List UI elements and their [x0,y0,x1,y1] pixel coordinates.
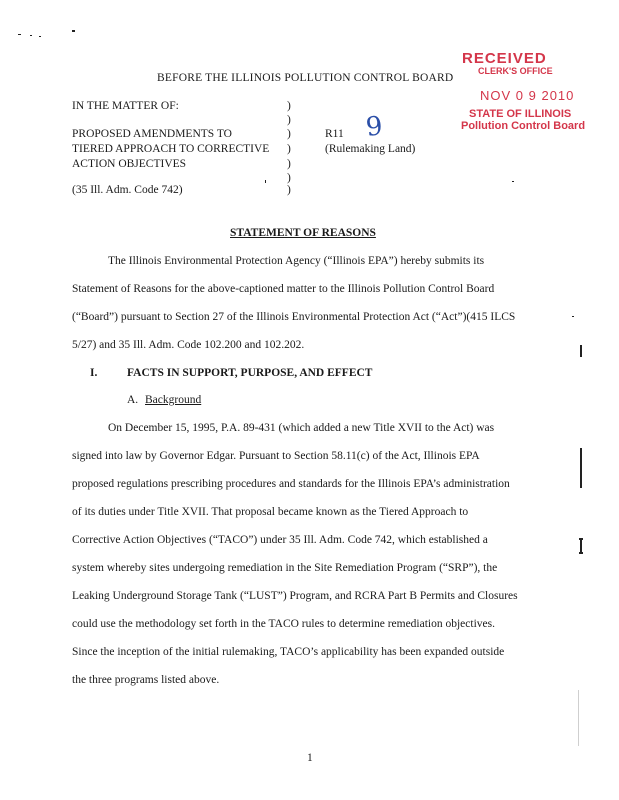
caption-paren: ) [287,128,291,140]
intro-line: (“Board”) pursuant to Section 27 of the Illinois Environmental Protection Act (“Act”)(415 ILCS [72,311,516,323]
caption-paren: ) [287,172,291,184]
background-line: could use the methodology set forth in the TACO rules to determine remediation objectives. [72,618,495,630]
subsection-title: Background [145,394,202,406]
handwritten-case-number: 9 [364,111,385,143]
background-line: of its duties under Title XVII. That proposal became known as the Tiered Approach to [72,506,469,518]
caption-paren: ) [287,100,291,112]
background-line: Since the inception of the initial rulemaking, TACO’s applicability has been expanded outside [72,646,505,658]
caption-line: TIERED APPROACH TO CORRECTIVE [72,143,270,155]
section-number: I. [90,367,98,379]
caption-in-the-matter: IN THE MATTER OF: [72,100,179,112]
scan-mark [39,36,41,37]
scan-mark [30,35,32,36]
scan-mark [579,538,583,540]
received-stamp-state: STATE OF ILLINOIS [469,108,572,120]
scan-mark [579,552,583,554]
scan-mark [578,690,579,746]
scan-mark [580,345,582,357]
background-line: signed into law by Governor Edgar. Pursuant to Section 58.11(c) of the Act, Illinois EPA [72,450,480,462]
caption-paren: ) [287,158,291,170]
received-stamp-office: CLERK'S OFFICE [478,66,553,76]
received-stamp-date: NOV 0 9 2010 [480,88,575,103]
background-line: system whereby sites undergoing remediation in the Site Remediation Program (“SRP”), the [72,562,498,574]
background-line: proposed regulations prescribing procedures and standards for the Illinois EPA’s administration [72,478,510,490]
caption-paren: ) [287,143,291,155]
scan-mark [72,30,75,32]
intro-line: Statement of Reasons for the above-captioned matter to the Illinois Pollution Control Board [72,283,495,295]
background-line: Corrective Action Objectives (“TACO”) under 35 Ill. Adm. Code 742, which established a [72,534,488,546]
caption-paren: ) [287,184,291,196]
intro-line: 5/27) and 35 Ill. Adm. Code 102.200 and 102.202. [72,339,305,351]
background-line: On December 15, 1995, P.A. 89-431 (which added a new Title XVII to the Act) was [108,422,495,434]
caption-paren: ) [287,114,291,126]
intro-line: The Illinois Environmental Protection Agency (“Illinois EPA”) hereby submits its [108,255,485,267]
scan-mark [18,34,21,35]
rulemaking-type: (Rulemaking Land) [325,143,416,155]
subsection-letter: A. [127,394,139,406]
background-line: the three programs listed above. [72,674,220,686]
caption-line: PROPOSED AMENDMENTS TO [72,128,232,140]
case-number: R11 [325,128,344,140]
background-line: Leaking Underground Storage Tank (“LUST”) Program, and RCRA Part B Permits and Closures [72,590,518,602]
document-title: STATEMENT OF REASONS [230,227,376,239]
received-stamp-title: RECEIVED [462,50,547,67]
scan-mark [572,316,574,317]
board-heading: BEFORE THE ILLINOIS POLLUTION CONTROL BOARD [157,72,454,84]
received-stamp-board: Pollution Control Board [461,120,586,132]
caption-line: ACTION OBJECTIVES [72,158,187,170]
scan-mark [512,181,514,182]
page-number: 1 [307,752,313,764]
section-title: FACTS IN SUPPORT, PURPOSE, AND EFFECT [127,367,373,379]
scan-mark [580,448,582,488]
scan-mark [265,180,266,183]
caption-code: (35 Ill. Adm. Code 742) [72,184,183,196]
